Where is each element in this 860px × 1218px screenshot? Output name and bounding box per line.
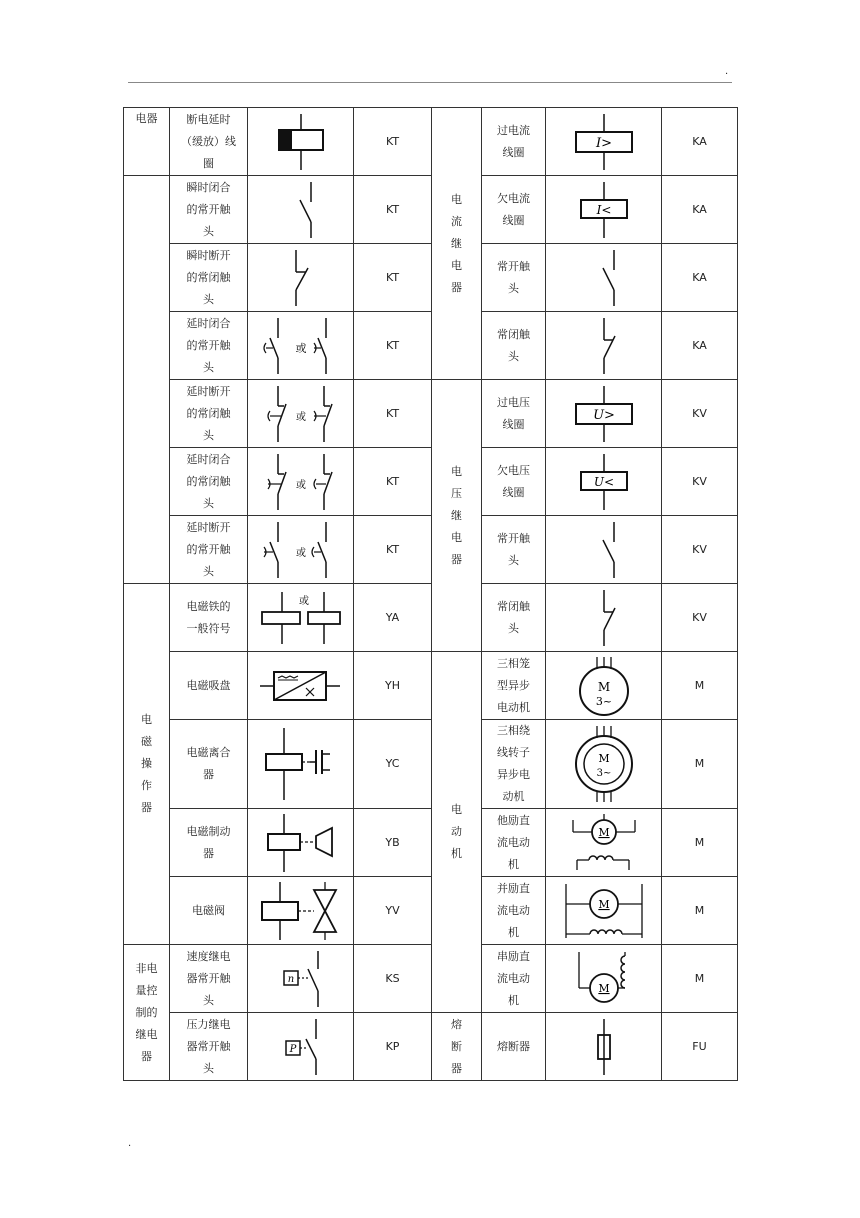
symbol-label: M (597, 897, 610, 911)
undercurrent-coil-icon (559, 180, 649, 240)
solenoid-valve-icon (256, 880, 346, 942)
symbol-cell (248, 516, 354, 584)
nc-contact-icon (559, 588, 649, 648)
symbol-cell (248, 877, 354, 945)
instant-nc-contact-icon (256, 248, 346, 308)
symbol-name: 常闭触 头 (482, 312, 546, 380)
overvoltage-coil-icon (559, 384, 649, 444)
table-row (124, 584, 738, 652)
table-row (124, 516, 738, 584)
symbol-code: KT (354, 244, 432, 312)
symbol-cell (248, 945, 354, 1013)
category-voltage-relay: 电 压 继 电 器 (432, 380, 482, 652)
category-motor: 电 动 机 (432, 652, 482, 1013)
symbol-name: 过电压 线圈 (482, 380, 546, 448)
table-row (124, 380, 738, 448)
table-row (124, 877, 738, 945)
symbol-cell (546, 1013, 662, 1081)
symbol-code: M (662, 809, 738, 877)
undervoltage-coil-icon (559, 452, 649, 512)
symbol-label: P (289, 1043, 296, 1055)
symbol-label: 或 (295, 479, 306, 491)
shunt-dc-motor-icon (556, 880, 652, 942)
symbol-cell (248, 176, 354, 244)
symbol-code: YC (354, 720, 432, 809)
symbol-table (123, 107, 738, 1081)
symbol-name: 欠电压 线圈 (482, 448, 546, 516)
nc-contact-icon (559, 316, 649, 376)
symbol-name: 他励直 流电动 机 (482, 809, 546, 877)
em-brake-icon (256, 812, 346, 874)
table-row (124, 312, 738, 380)
symbol-code: KT (354, 176, 432, 244)
symbol-name: 常开触 头 (482, 244, 546, 312)
em-clutch-icon (256, 724, 346, 804)
symbol-name: 延时闭合 的常开触 头 (170, 312, 248, 380)
symbol-code: KP (354, 1013, 432, 1081)
symbol-code: KV (662, 584, 738, 652)
symbol-name: 延时断开 的常闭触 头 (170, 380, 248, 448)
symbol-name: 电磁吸盘 (170, 652, 248, 720)
symbol-cell (546, 244, 662, 312)
symbol-code: FU (662, 1013, 738, 1081)
table-row (124, 652, 738, 720)
magnetic-chuck-icon (256, 656, 346, 716)
symbol-cell (248, 448, 354, 516)
pressure-relay-contact-icon (256, 1017, 346, 1077)
symbol-code: M (662, 652, 738, 720)
symbol-code: KA (662, 176, 738, 244)
symbol-cell (248, 312, 354, 380)
symbol-code: M (662, 945, 738, 1013)
symbol-cell (546, 877, 662, 945)
delay-open-nc-contact-icon (256, 384, 346, 444)
table-row (124, 448, 738, 516)
symbol-code: KT (354, 380, 432, 448)
header-dot: . (725, 66, 729, 77)
symbol-name: 熔断器 (482, 1013, 546, 1081)
symbol-name: 延时闭合 的常闭触 头 (170, 448, 248, 516)
symbol-cell (248, 809, 354, 877)
symbol-label: 或 (295, 341, 306, 355)
overcurrent-coil-icon (559, 112, 649, 172)
symbol-name: 电磁阀 (170, 877, 248, 945)
table-row (124, 809, 738, 877)
symbol-label: 3~ (595, 694, 612, 708)
symbol-code: M (662, 877, 738, 945)
delay-off-coil-icon (256, 112, 346, 172)
fuse-icon (559, 1017, 649, 1077)
category-non-electric-relay: 非电 量控 制的 继电 器 (124, 945, 170, 1081)
category-time-relay: 电器 (124, 108, 170, 176)
electromagnet-icon (256, 588, 346, 648)
symbol-name: 电磁离合 器 (170, 720, 248, 809)
separately-excited-dc-motor-icon (559, 812, 649, 874)
table-row (124, 1013, 738, 1081)
symbol-name: 常开触 头 (482, 516, 546, 584)
symbol-code: YV (354, 877, 432, 945)
symbol-label: I> (595, 135, 612, 151)
symbol-code: YA (354, 584, 432, 652)
symbol-cell (248, 720, 354, 809)
symbol-label: M (597, 825, 610, 839)
symbol-code: KV (662, 448, 738, 516)
symbol-cell (248, 652, 354, 720)
category-em-operator: 电 磁 操 作 器 (124, 584, 170, 945)
symbol-code: KA (662, 312, 738, 380)
table-row (124, 176, 738, 244)
header-rule (128, 82, 732, 83)
symbol-cell (248, 108, 354, 176)
instant-no-contact-icon (256, 180, 346, 240)
symbol-code: KT (354, 108, 432, 176)
symbol-cell (546, 652, 662, 720)
symbol-label: M (597, 752, 610, 765)
symbol-name: 三相绕 线转子 异步电 动机 (482, 720, 546, 809)
symbol-code: YH (354, 652, 432, 720)
symbol-code: KV (662, 380, 738, 448)
symbol-label: 或 (298, 595, 309, 607)
speed-relay-contact-icon (256, 949, 346, 1009)
blank-cell (124, 380, 170, 584)
symbol-label: 或 (295, 411, 306, 423)
symbol-name: 三相笼 型异步 电动机 (482, 652, 546, 720)
symbol-cell (546, 720, 662, 809)
category-fuse: 熔 断 器 (432, 1013, 482, 1081)
delay-open-no-contact-icon (256, 520, 346, 580)
symbol-cell (248, 380, 354, 448)
symbol-name: 串励直 流电动 机 (482, 945, 546, 1013)
symbol-name: 瞬时闭合 的常开触 头 (170, 176, 248, 244)
symbol-name: 电磁制动 器 (170, 809, 248, 877)
symbol-code: M (662, 720, 738, 809)
symbol-cell (248, 244, 354, 312)
symbol-cell (546, 176, 662, 244)
symbol-label: 或 (295, 547, 306, 559)
symbol-name: 速度继电 器常开触 头 (170, 945, 248, 1013)
squirrel-cage-motor-icon (559, 655, 649, 717)
symbol-cell (248, 1013, 354, 1081)
symbol-name: 瞬时断开 的常闭触 头 (170, 244, 248, 312)
symbol-code: KA (662, 244, 738, 312)
symbol-code: KA (662, 108, 738, 176)
symbol-code: YB (354, 809, 432, 877)
symbol-name: 过电流 线圈 (482, 108, 546, 176)
symbol-code: KS (354, 945, 432, 1013)
no-contact-icon (559, 520, 649, 580)
symbol-cell (546, 108, 662, 176)
series-dc-motor-icon (559, 948, 649, 1010)
symbol-code: KT (354, 312, 432, 380)
symbol-cell (546, 448, 662, 516)
symbol-cell (546, 516, 662, 584)
symbol-cell (546, 584, 662, 652)
category-current-relay: 电 流 继 电 器 (432, 108, 482, 380)
symbol-label: 3~ (596, 768, 611, 779)
no-contact-icon (559, 248, 649, 308)
symbol-code: KT (354, 448, 432, 516)
blank-cell (124, 176, 170, 380)
symbol-name: 压力继电 器常开触 头 (170, 1013, 248, 1081)
symbol-label: I< (596, 202, 611, 217)
symbol-label: M (597, 981, 610, 995)
symbol-cell (546, 809, 662, 877)
table-row (124, 108, 738, 176)
symbol-label: n (287, 973, 294, 985)
delay-close-no-contact-icon (256, 316, 346, 376)
symbol-label: M (597, 679, 610, 694)
table-row (124, 244, 738, 312)
symbol-cell (546, 945, 662, 1013)
symbol-name: 电磁铁的 一般符号 (170, 584, 248, 652)
symbol-name: 延时断开 的常开触 头 (170, 516, 248, 584)
symbol-name: 常闭触 头 (482, 584, 546, 652)
delay-close-nc-contact-icon (256, 452, 346, 512)
symbol-cell (546, 380, 662, 448)
symbol-cell (546, 312, 662, 380)
symbol-name: 欠电流 线圈 (482, 176, 546, 244)
footer-dot: . (128, 1138, 132, 1149)
table-row (124, 945, 738, 1013)
symbol-label: U< (593, 474, 614, 489)
table-row (124, 720, 738, 809)
symbol-label: U> (592, 407, 615, 423)
wound-rotor-motor-icon (559, 724, 649, 804)
symbol-name: 断电延时 （缓放）线 圈 (170, 108, 248, 176)
symbol-cell (248, 584, 354, 652)
symbol-code: KT (354, 516, 432, 584)
symbol-name: 并励直 流电动 机 (482, 877, 546, 945)
symbol-code: KV (662, 516, 738, 584)
